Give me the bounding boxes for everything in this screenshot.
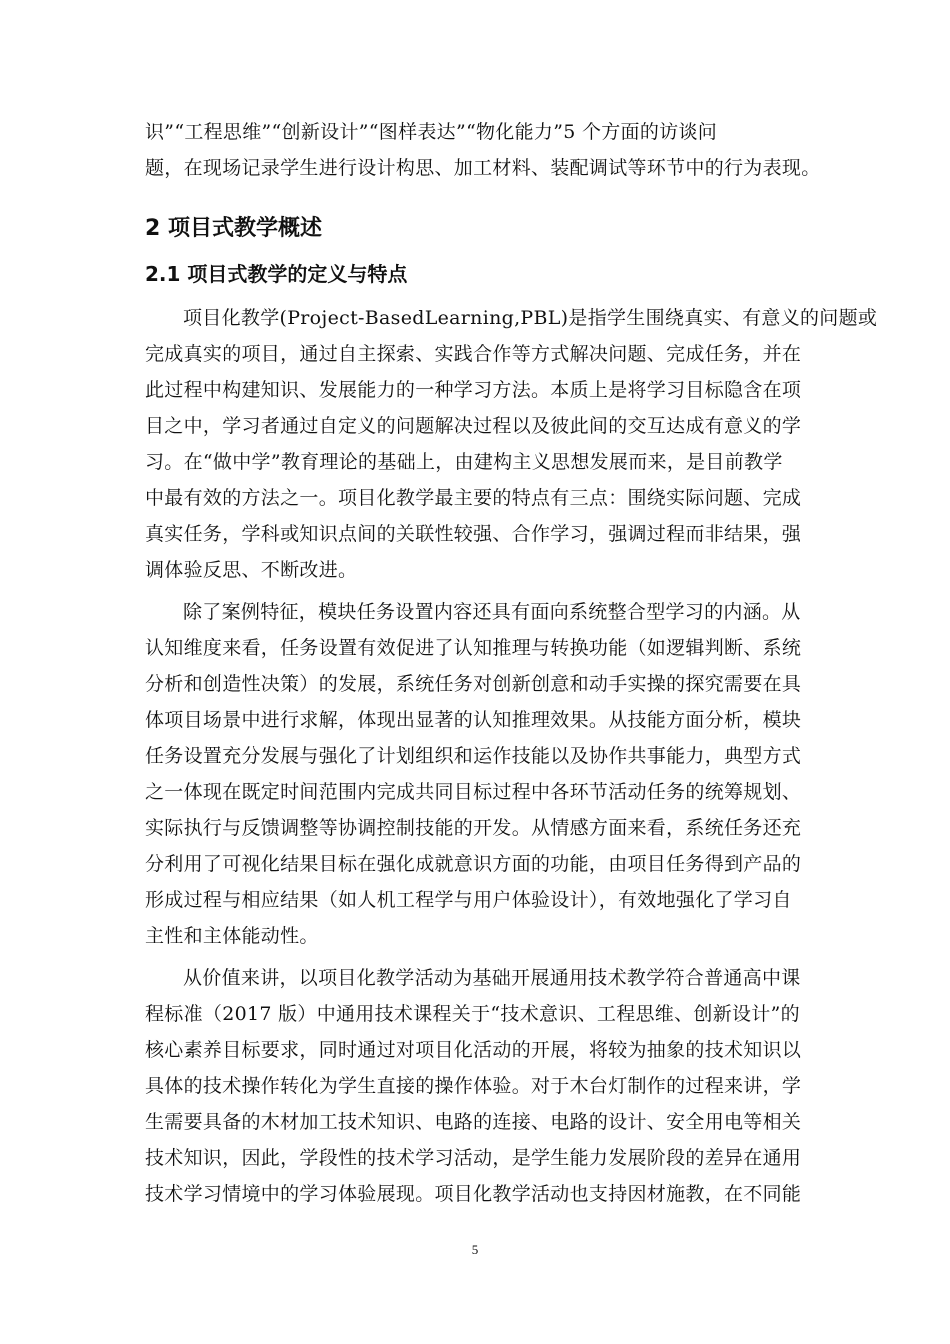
text-line: 生需要具备的木材加工技术知识、电路的连接、电路的设计、安全用电等相关 — [145, 1111, 802, 1133]
text-line: 之一体现在既定时间范围内完成共同目标过程中各环节活动任务的统筹规划、 — [145, 781, 802, 803]
text-line: 具体的技术操作转化为学生直接的操作体验。对于木台灯制作的过程来讲，学 — [145, 1075, 802, 1097]
text-line: 识”“工程思维”“创新设计”“图样表达”“物化能力”5 个方面的访谈问 — [145, 121, 718, 143]
page-number: 5 — [471, 1242, 479, 1257]
text-line: 目之中，学习者通过自定义的问题解决过程以及彼此间的交互达成有意义的学 — [145, 415, 802, 437]
text-line: 完成真实的项目，通过自主探索、实践合作等方式解决问题、完成任务，并在 — [145, 343, 802, 365]
text-line: 实际执行与反馈调整等协调控制技能的开发。从情感方面来看，系统任务还充 — [145, 817, 802, 839]
text-line: 调体验反思、不断改进。 — [145, 559, 358, 581]
paragraph-3 — [145, 960, 807, 1212]
text-line: 中最有效的方法之一。项目化教学最主要的特点有三点：围绕实际问题、完成 — [145, 487, 802, 509]
paragraph-1 — [145, 300, 878, 588]
text-line: 从价值来讲，以项目化教学活动为基础开展通用技术教学符合普通高中课 — [183, 967, 801, 989]
text-line: 项目化教学(Project-BasedLearning,PBL)是指学生围绕真实、有意义的问题或 — [183, 307, 878, 329]
text-line: 认知维度来看，任务设置有效促进了认知推理与转换功能（如逻辑判断、系统 — [145, 637, 802, 659]
text-line: 真实任务，学科或知识点间的关联性较强、合作学习，强调过程而非结果，强 — [145, 523, 802, 545]
text-line: 技术学习情境中的学习体验展现。项目化教学活动也支持因材施教，在不同能 — [145, 1183, 802, 1205]
text-line: 分利用了可视化结果目标在强化成就意识方面的功能，由项目任务得到产品的 — [145, 853, 802, 875]
paragraph-2 — [145, 594, 807, 954]
section-heading: 2 项目式教学概述 — [145, 216, 322, 241]
text-line: 习。在“做中学”教育理论的基础上，由建构主义思想发展而来，是目前教学 — [145, 451, 783, 473]
text-line: 形成过程与相应结果（如人机工程学与用户体验设计），有效地强化了学习自 — [145, 889, 792, 911]
text-line: 体项目场景中进行求解，体现出显著的认知推理效果。从技能方面分析，模块 — [145, 709, 802, 731]
document-page — [145, 114, 878, 1212]
text-line: 程标准（2017 版）中通用技术课程关于“技术意识、工程思维、创新设计”的 — [145, 1003, 800, 1025]
text-line: 分析和创造性决策）的发展，系统任务对创新创意和动手实操的探究需要在具 — [145, 673, 802, 695]
text-line: 除了案例特征，模块任务设置内容还具有面向系统整合型学习的内涵。从 — [183, 601, 801, 623]
text-line: 技术知识，因此，学段性的技术学习活动，是学生能力发展阶段的差异在通用 — [145, 1147, 802, 1169]
text-line: 任务设置充分发展与强化了计划组织和运作技能以及协作共事能力，典型方式 — [145, 745, 802, 767]
subsection-heading: 2.1 项目式教学的定义与特点 — [145, 262, 408, 286]
text-line: 题，在现场记录学生进行设计构思、加工材料、装配调试等环节中的行为表现。 — [145, 157, 821, 179]
text-line: 核心素养目标要求，同时通过对项目化活动的开展，将较为抽象的技术知识以 — [145, 1039, 802, 1061]
text-line: 主性和主体能动性。 — [145, 925, 319, 947]
text-line: 此过程中构建知识、发展能力的一种学习方法。本质上是将学习目标隐含在项 — [145, 379, 802, 401]
intro-paragraph — [145, 114, 821, 186]
